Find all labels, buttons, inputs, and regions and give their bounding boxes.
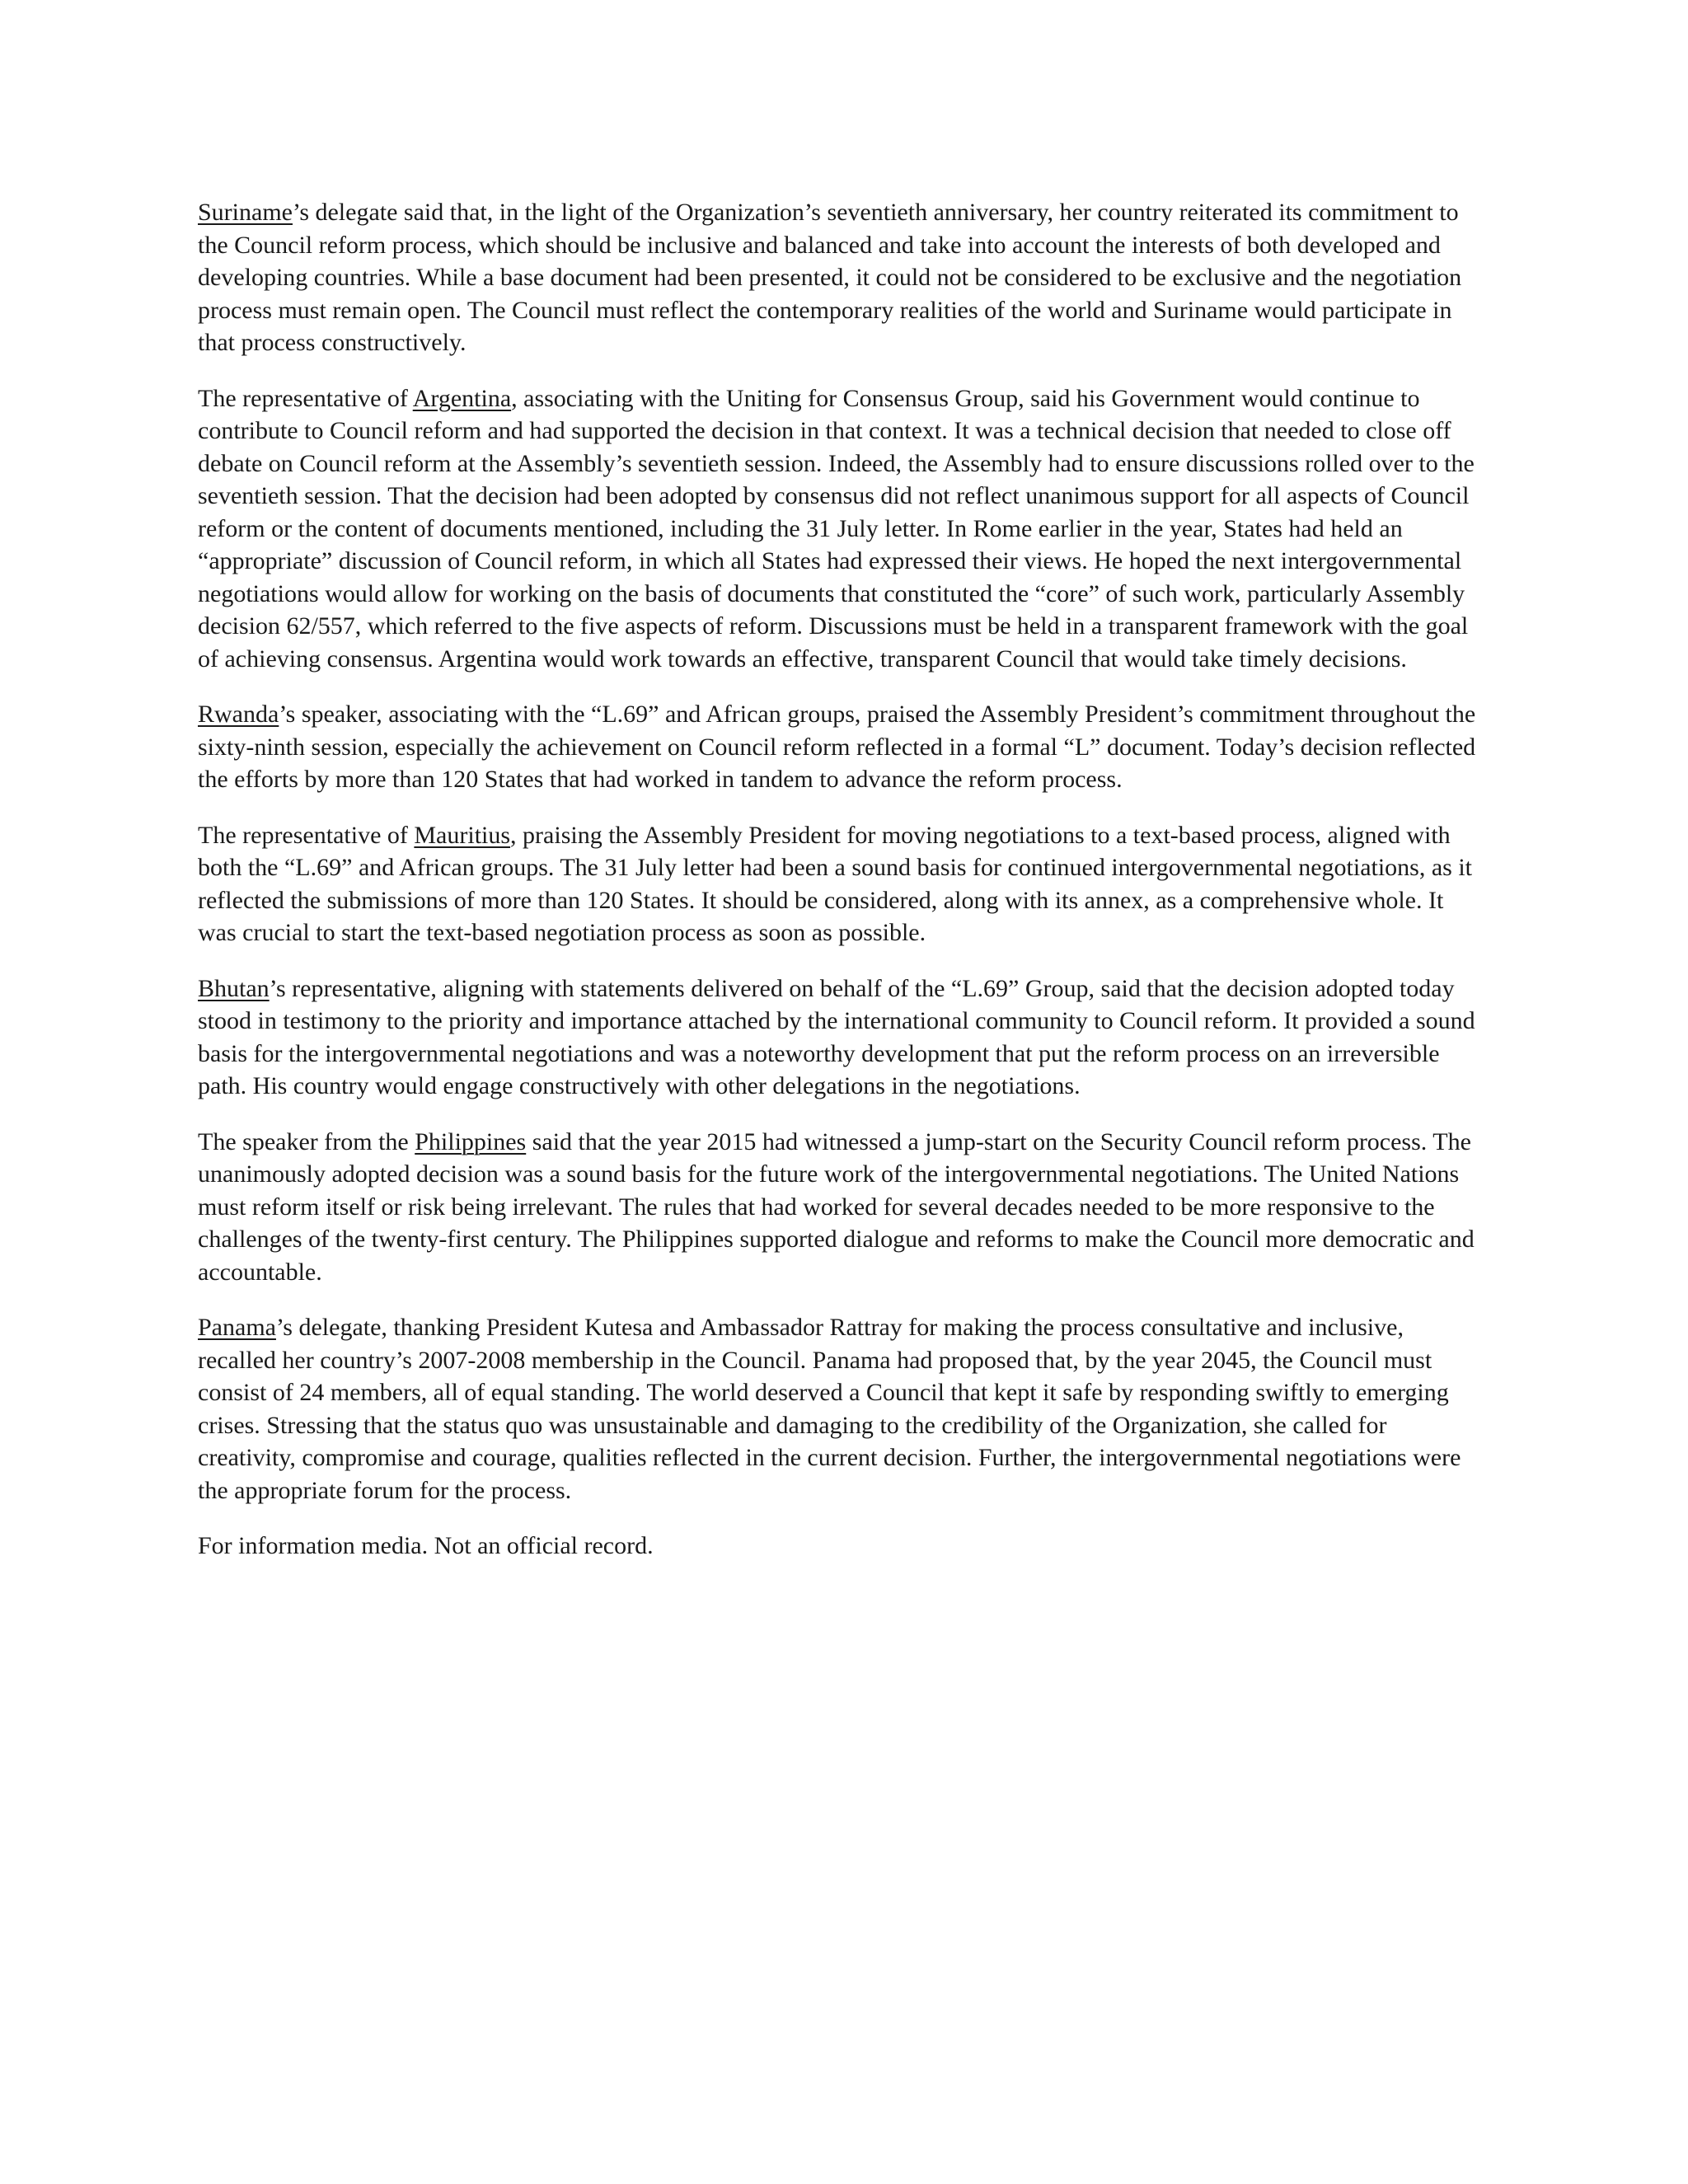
paragraph-text: ’s representative, aligning with statements delivered on behalf of the “L.69” Group, said that the decision adopted today stood in testimony to the priority and importance attached by the international community to Council reform. It provided a sound basis for the intergovernmental negotiations and was a noteworthy development that put the reform process on an irreversible path. His country would engage constructively with other delegations in the negotiations. xyxy=(198,974,1475,1099)
country-name-rwanda: Rwanda xyxy=(198,701,279,728)
country-name-bhutan: Bhutan xyxy=(198,974,270,1002)
country-name-panama: Panama xyxy=(198,1314,276,1341)
country-name-philippines: Philippines xyxy=(415,1127,527,1155)
paragraph-text: ’s speaker, associating with the “L.69” and African groups, praised the Assembly President’s commitment throughout the sixty-ninth session, especially the achievement on Council reform reflected in a formal “L” document. Today’s decision reflected the efforts by more than 120 States that had worked in tandem to advance the reform process. xyxy=(198,701,1476,793)
paragraph-text: said that the year 2015 had witnessed a jump-start on the Security Council reform process. The unanimously adopted decision was a sound basis for the future work of the intergovernmental negotiations. The United Nations must reform itself or risk being irrelevant. The rules that had worked for several decades needed to be more responsive to the challenges of the twenty-first century. The Philippines supported dialogue and reforms to make the Council more democratic and accountable. xyxy=(198,1127,1475,1286)
footer-note: For information media. Not an official record. xyxy=(198,1532,654,1559)
paragraph-lead: The representative of xyxy=(198,384,413,412)
country-name-suriname: Suriname xyxy=(198,199,293,226)
paragraph-rwanda xyxy=(198,698,1484,796)
paragraph-text: ’s delegate, thanking President Kutesa and Ambassador Rattray for making the process consultative and inclusive, recalled her country’s 2007-2008 membership in the Council. Panama had proposed that, by the year 2045, the Council must consist of 24 members, all of equal standing. The world deserved a Council that kept it safe by responding swiftly to emerging crises. Stressing that the status quo was unsustainable and damaging to the credibility of the Organization, she called for creativity, compromise and courage, qualities reflected in the current decision. Further, the intergovernmental negotiations were the appropriate forum for the process. xyxy=(198,1314,1461,1504)
paragraph-text: , associating with the Uniting for Consensus Group, said his Government would continue to contribute to Council reform and had supported the decision in that context. It was a technical decision that needed to close off debate on Council reform at the Assembly’s seventieth session. Indeed, the Assembly had to ensure discussions rolled over to the seventieth session. That the decision had been adopted by consensus did not reflect unanimous support for all aspects of Council reform or the content of documents mentioned, including the 31 July letter. In Rome earlier in the year, States had held an “appropriate” discussion of Council reform, in which all States had expressed their views. He hoped the next intergovernmental negotiations would allow for working on the basis of documents that constituted the “core” of such work, particularly Assembly decision 62/557, which referred to the five aspects of reform. Discussions must be held in a transparent framework with the goal of achieving consensus. Argentina would work towards an effective, transparent Council that would take timely decisions. xyxy=(198,384,1475,673)
paragraph-lead: The speaker from the xyxy=(198,1127,415,1155)
paragraph-philippines xyxy=(198,1126,1484,1289)
paragraph-panama xyxy=(198,1311,1484,1507)
country-name-argentina: Argentina xyxy=(412,384,512,412)
country-name-mauritius: Mauritius xyxy=(414,821,511,849)
document-body xyxy=(198,196,1484,1586)
paragraph-text: ’s delegate said that, in the light of the Organization’s seventieth anniversary, her country reiterated its commitment to the Council reform process, which should be inclusive and balanced and take into account the interests of both developed and developing countries. While a base document had been presented, it could not be considered to be exclusive and the negotiation process must remain open. The Council must reflect the contemporary realities of the world and Suriname would participate in that process constructively. xyxy=(198,199,1462,356)
paragraph-suriname xyxy=(198,196,1484,359)
paragraph-lead: The representative of xyxy=(198,821,415,849)
paragraph-mauritius xyxy=(198,819,1484,949)
paragraph-argentina xyxy=(198,382,1484,676)
paragraph-bhutan xyxy=(198,972,1484,1103)
paragraph-text: , praising the Assembly President for moving negotiations to a text-based process, aligned with both the “L.69” and African groups. The 31 July letter had been a sound basis for continued intergovernmental negotiations, as it reflected the submissions of more than 120 States. It should be considered, along with its annex, as a comprehensive whole. It was crucial to start the text-based negotiation process as soon as possible. xyxy=(198,821,1473,946)
